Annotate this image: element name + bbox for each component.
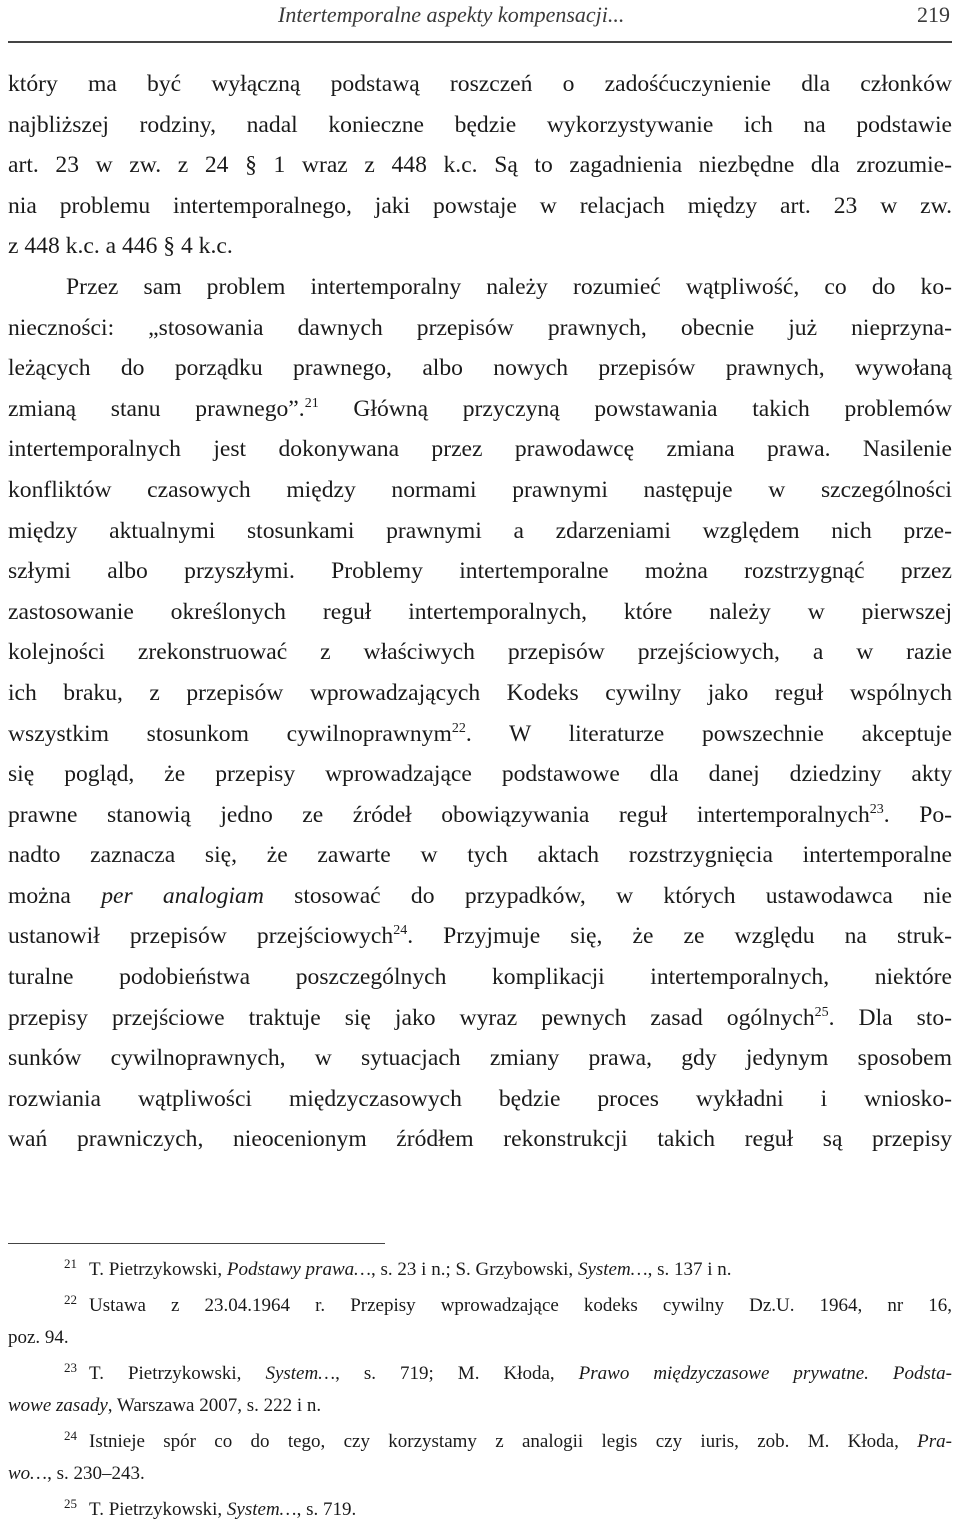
text-segment: Istnieje spór co do tego, czy korzystamy z analogii legis czy iuris, zob. M. Kłoda, [89,1431,918,1452]
text-line: sunków cywilnoprawnych, w sytuacjach zmiany prawa, gdy jedynym sposobem [8,1045,952,1072]
text-segment: . Dla sto- [828,1004,953,1031]
footnote-number: 23 [64,1360,77,1375]
italic-phrase: System… [265,1363,336,1384]
text-line: wań prawniczych, nieocenionym źródłem rekonstrukcji takich reguł są przepisy [8,1126,952,1153]
footnote-line [8,1458,952,1490]
text-segment: , Warszawa 2007, s. 222 i n. [107,1395,322,1416]
text-line: konfliktów czasowych między normami prawnymi następuje w szczególności [8,476,952,503]
footnote-line [8,1290,952,1322]
text-line: najbliższej rodziny, nadal konieczne będzie wykorzystywanie ich na podstawie [8,111,952,138]
footnote-25 [8,1494,952,1526]
text-segment: , s. 230–243. [47,1463,145,1484]
footnote-ref-24[interactable]: 24 [393,923,408,939]
text-line: między aktualnymi stosunkami prawnymi a zdarzeniami względem nich prze- [8,517,952,544]
text-line [8,389,952,430]
text-line [8,876,952,917]
header-divider [8,41,952,43]
text-line: nieczności: „stosowania dawnych przepisów prawnych, obecnie już nieprzyna- [8,314,952,341]
text-segment: T. Pietrzykowski, [89,1499,227,1520]
text-segment: , s. 719; M. Kłoda, [335,1363,579,1384]
footnote-line [8,1390,952,1422]
main-text [8,64,952,1160]
text-line: intertemporalnych jest dokonywana przez prawodawcę zmiana prawa. Nasilenie [8,436,952,463]
footnote-ref-21[interactable]: 21 [304,395,319,411]
footnote-ref-23[interactable]: 23 [869,801,884,817]
text-segment: ustanowił przepisów przejściowych [8,923,394,950]
footnote-ref-22[interactable]: 22 [451,720,466,736]
text-segment: , s. 719. [296,1499,357,1520]
footnote-23 [8,1358,952,1422]
text-line: art. 23 w zw. z 24 § 1 wraz z 448 k.c. Są to zagadnienia niezbędne dla zrozumie- [8,152,952,179]
text-line [8,714,952,755]
footnote-line [8,1358,952,1390]
italic-phrase: wowe zasady [8,1395,108,1416]
text-line: nadto zaznacza się, że zawarte w tych aktach rozstrzygnięcia intertemporalne [8,842,952,869]
text-line: turalne podobieństwa poszczególnych komplikacji intertemporalnych, niektóre [8,964,952,991]
text-line: kolejności zrekonstruować z właściwych przepisów przejściowych, a w razie [8,639,952,666]
italic-phrase: Pra- [917,1431,952,1452]
text-segment: T. Pietrzykowski, [89,1363,266,1384]
footnote-number: 24 [64,1428,77,1443]
footnote-line [8,1494,952,1526]
text-line: Przez sam problem intertemporalny należy rozumieć wątpliwość, co do ko- [66,273,952,300]
running-title: Intertemporalne aspekty kompensacji... [278,2,625,27]
text-line: rozwiania wątpliwości międzyczasowych będzie proces wykładni i wniosko- [8,1085,952,1112]
text-line [8,916,952,957]
footnote-line [8,1254,952,1286]
footnote-ref-25[interactable]: 25 [814,1004,829,1020]
text-line: ich braku, z przepisów wprowadzających Kodeks cywilny jako reguł wspólnych [8,679,952,706]
text-segment: można [8,882,102,909]
text-line: leżących do porządku prawnego, albo nowych przepisów prawnych, wywołaną [8,355,952,382]
text-line: zastosowanie określonych reguł intertemporalnych, które należy w pierwszej [8,598,952,625]
text-segment: zmianą stanu prawnego”. [8,395,305,422]
italic-phrase: Prawo międzyczasowe prywatne. Podsta- [578,1363,952,1384]
text-segment: Ustawa z 23.04.1964 r. Przepisy wprowadzające kodeks cywilny Dz.U. 1964, nr 16, [89,1295,952,1316]
italic-phrase: System… [577,1259,648,1280]
italic-phrase: System… [226,1499,297,1520]
text-line [8,998,952,1039]
text-line: który ma być wyłączną podstawą roszczeń o zadośćuczynienie dla członków [8,71,952,97]
footnotes [8,1254,952,1530]
text-segment: T. Pietrzykowski, [89,1259,227,1280]
text-segment: przepisy przejściowe traktuje się jako wyraz pewnych zasad ogólnych [8,1004,815,1031]
text-line: szłymi albo przyszłymi. Problemy intertemporalne można rozstrzygnąć przez [8,558,952,585]
text-segment: . Po- [883,801,952,828]
footnote-22 [8,1290,952,1354]
italic-phrase: wo… [8,1463,48,1484]
text-segment: , s. 137 i n. [647,1259,732,1280]
footnote-line [8,1426,952,1458]
text-segment: , s. 23 i n.; S. Grzybowski, [371,1259,578,1280]
page-header [0,0,960,44]
footnote-21 [8,1254,952,1286]
footnote-24 [8,1426,952,1490]
italic-phrase: Podstawy prawa… [226,1259,372,1280]
footnote-line: poz. 94. [8,1327,69,1348]
text-line: z 448 k.c. a 446 § 4 k.c. [8,233,233,260]
footnote-number: 25 [64,1496,77,1511]
text-segment: . W literaturze powszechnie akceptuje [465,720,952,747]
text-line: nia problemu intertemporalnego, jaki powstaje w relacjach między art. 23 w zw. [8,192,952,219]
text-segment: . Przyjmuje się, że ze względu na struk- [407,923,953,950]
footnote-number: 21 [64,1256,77,1271]
text-segment: Główną przyczyną powstawania takich problemów [318,395,952,422]
footnote-number: 22 [64,1292,77,1307]
italic-phrase: per analogiam [101,882,264,909]
text-segment: prawne stanowią jedno ze źródeł obowiązywania reguł intertemporalnych [8,801,870,828]
page-number: 219 [917,2,950,27]
text-line: się pogląd, że przepisy wprowadzające podstawowe dla danej dziedziny akty [8,761,952,788]
footnote-divider [8,1243,385,1244]
text-line [8,795,952,836]
text-segment: stosować do przypadków, w których ustawodawca nie [263,882,952,909]
text-segment: wszystkim stosunkom cywilnoprawnym [8,720,452,747]
